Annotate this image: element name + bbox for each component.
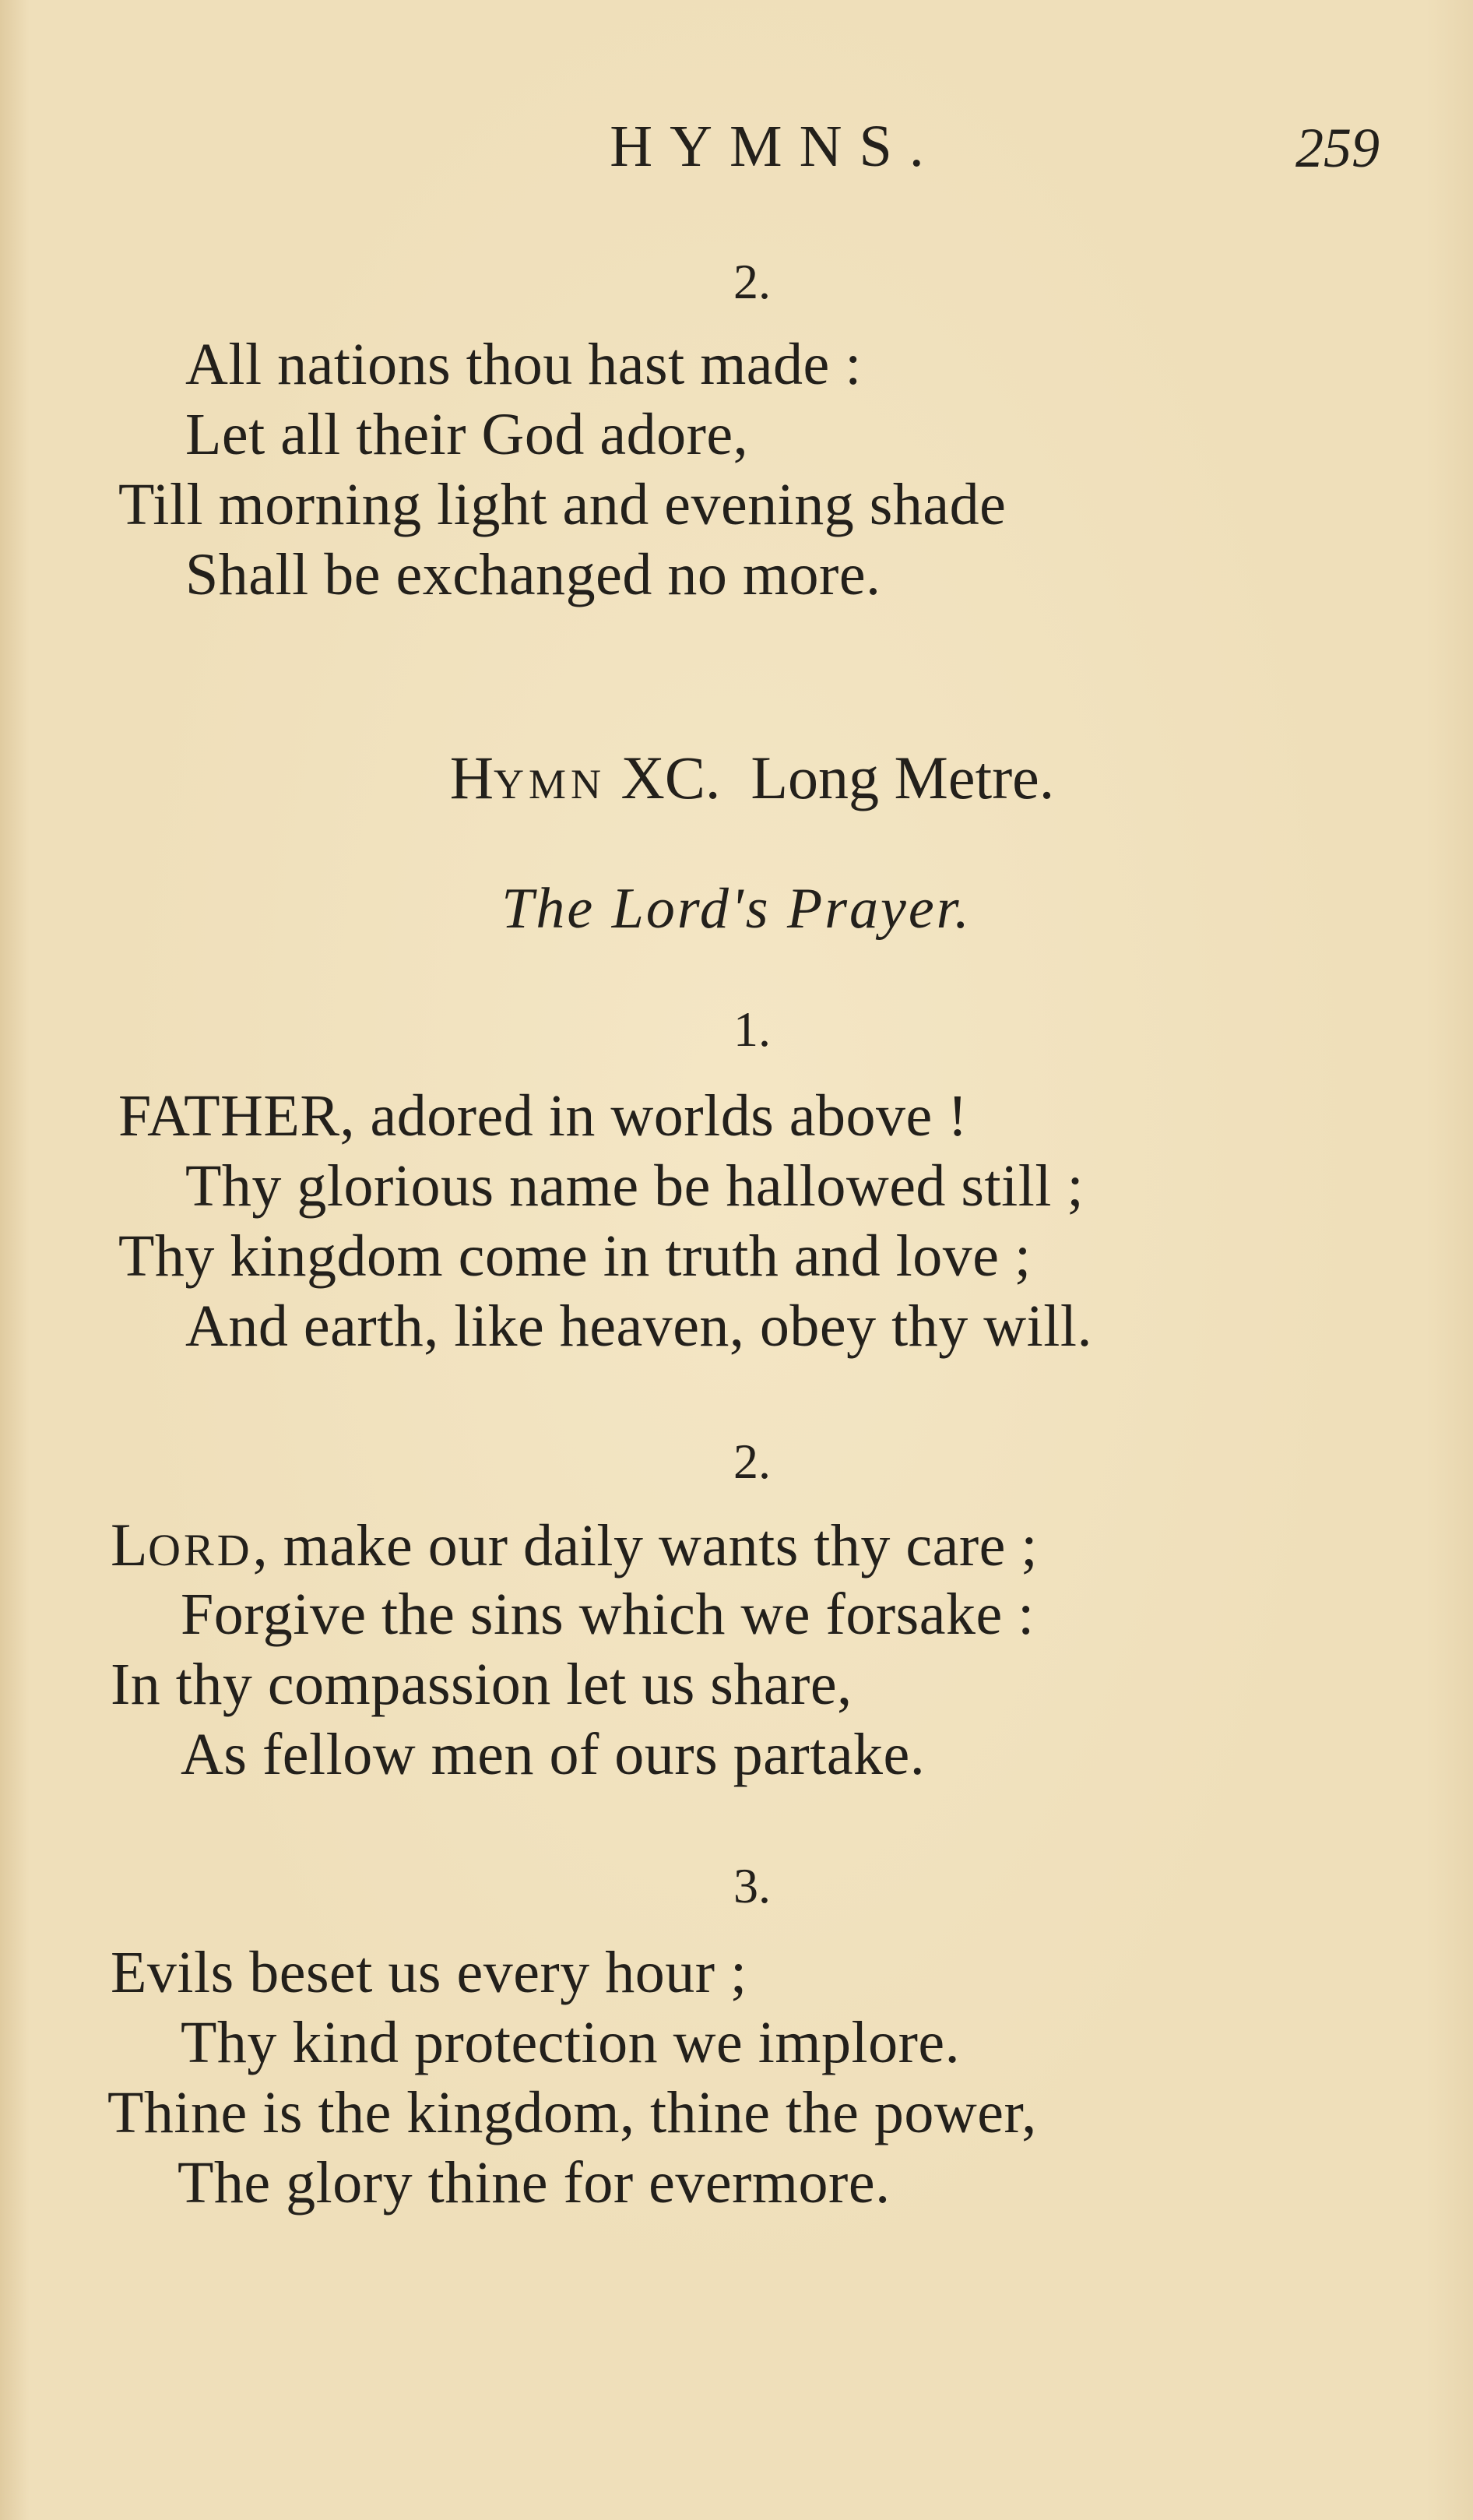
verse-line: Thine is the kingdom, thine the power, [107, 2080, 1037, 2145]
verse-smallcaps: ORD [148, 1525, 253, 1575]
verse-line: Till morning light and evening shade [118, 472, 1007, 537]
verse-line: Forgive the sins which we forsake : [181, 1582, 1035, 1647]
hymn-heading [0, 744, 1473, 811]
stanza-number: 1. [733, 1001, 771, 1057]
hymn-heading-smallcaps: YMN [494, 761, 606, 808]
stanza-number: 3. [733, 1858, 771, 1913]
verse-line: The glory thine for evermore. [178, 2150, 891, 2216]
hymn-heading-rest: XC. Long Metre. [606, 744, 1055, 811]
verse-initial: L [111, 1511, 149, 1579]
page-number: 259 [1295, 117, 1380, 179]
verse-line: Shall be exchanged no more. [185, 542, 881, 607]
verse-line: In thy compassion let us share, [111, 1652, 853, 1717]
hymn-heading-initial: H [449, 744, 494, 811]
verse-line: Let all their God adore, [185, 402, 749, 467]
hymn-subtitle: The Lord's Prayer. [501, 877, 972, 941]
verse-line: Thy kingdom come in truth and love ; [118, 1223, 1032, 1289]
stanza-number: 2. [733, 1434, 771, 1489]
verse-line: As fellow men of ours partake. [181, 1722, 926, 1787]
running-title: HYMNS. [610, 114, 941, 179]
verse-line: All nations thou hast made : [185, 332, 862, 397]
verse-line: And earth, like heaven, obey thy will. [185, 1293, 1093, 1359]
verse-line: FATHER, adored in worlds above ! [118, 1083, 969, 1149]
verse-line [111, 1511, 1039, 1579]
verse-line-rest: , make our daily wants thy care ; [252, 1513, 1039, 1579]
verse-line: Thy kind protection we implore. [181, 2010, 961, 2075]
stanza-number: 2. [733, 254, 771, 309]
verse-line: Evils beset us every hour ; [111, 1940, 747, 2005]
verse-line: Thy glorious name be hallowed still ; [185, 1153, 1085, 1219]
